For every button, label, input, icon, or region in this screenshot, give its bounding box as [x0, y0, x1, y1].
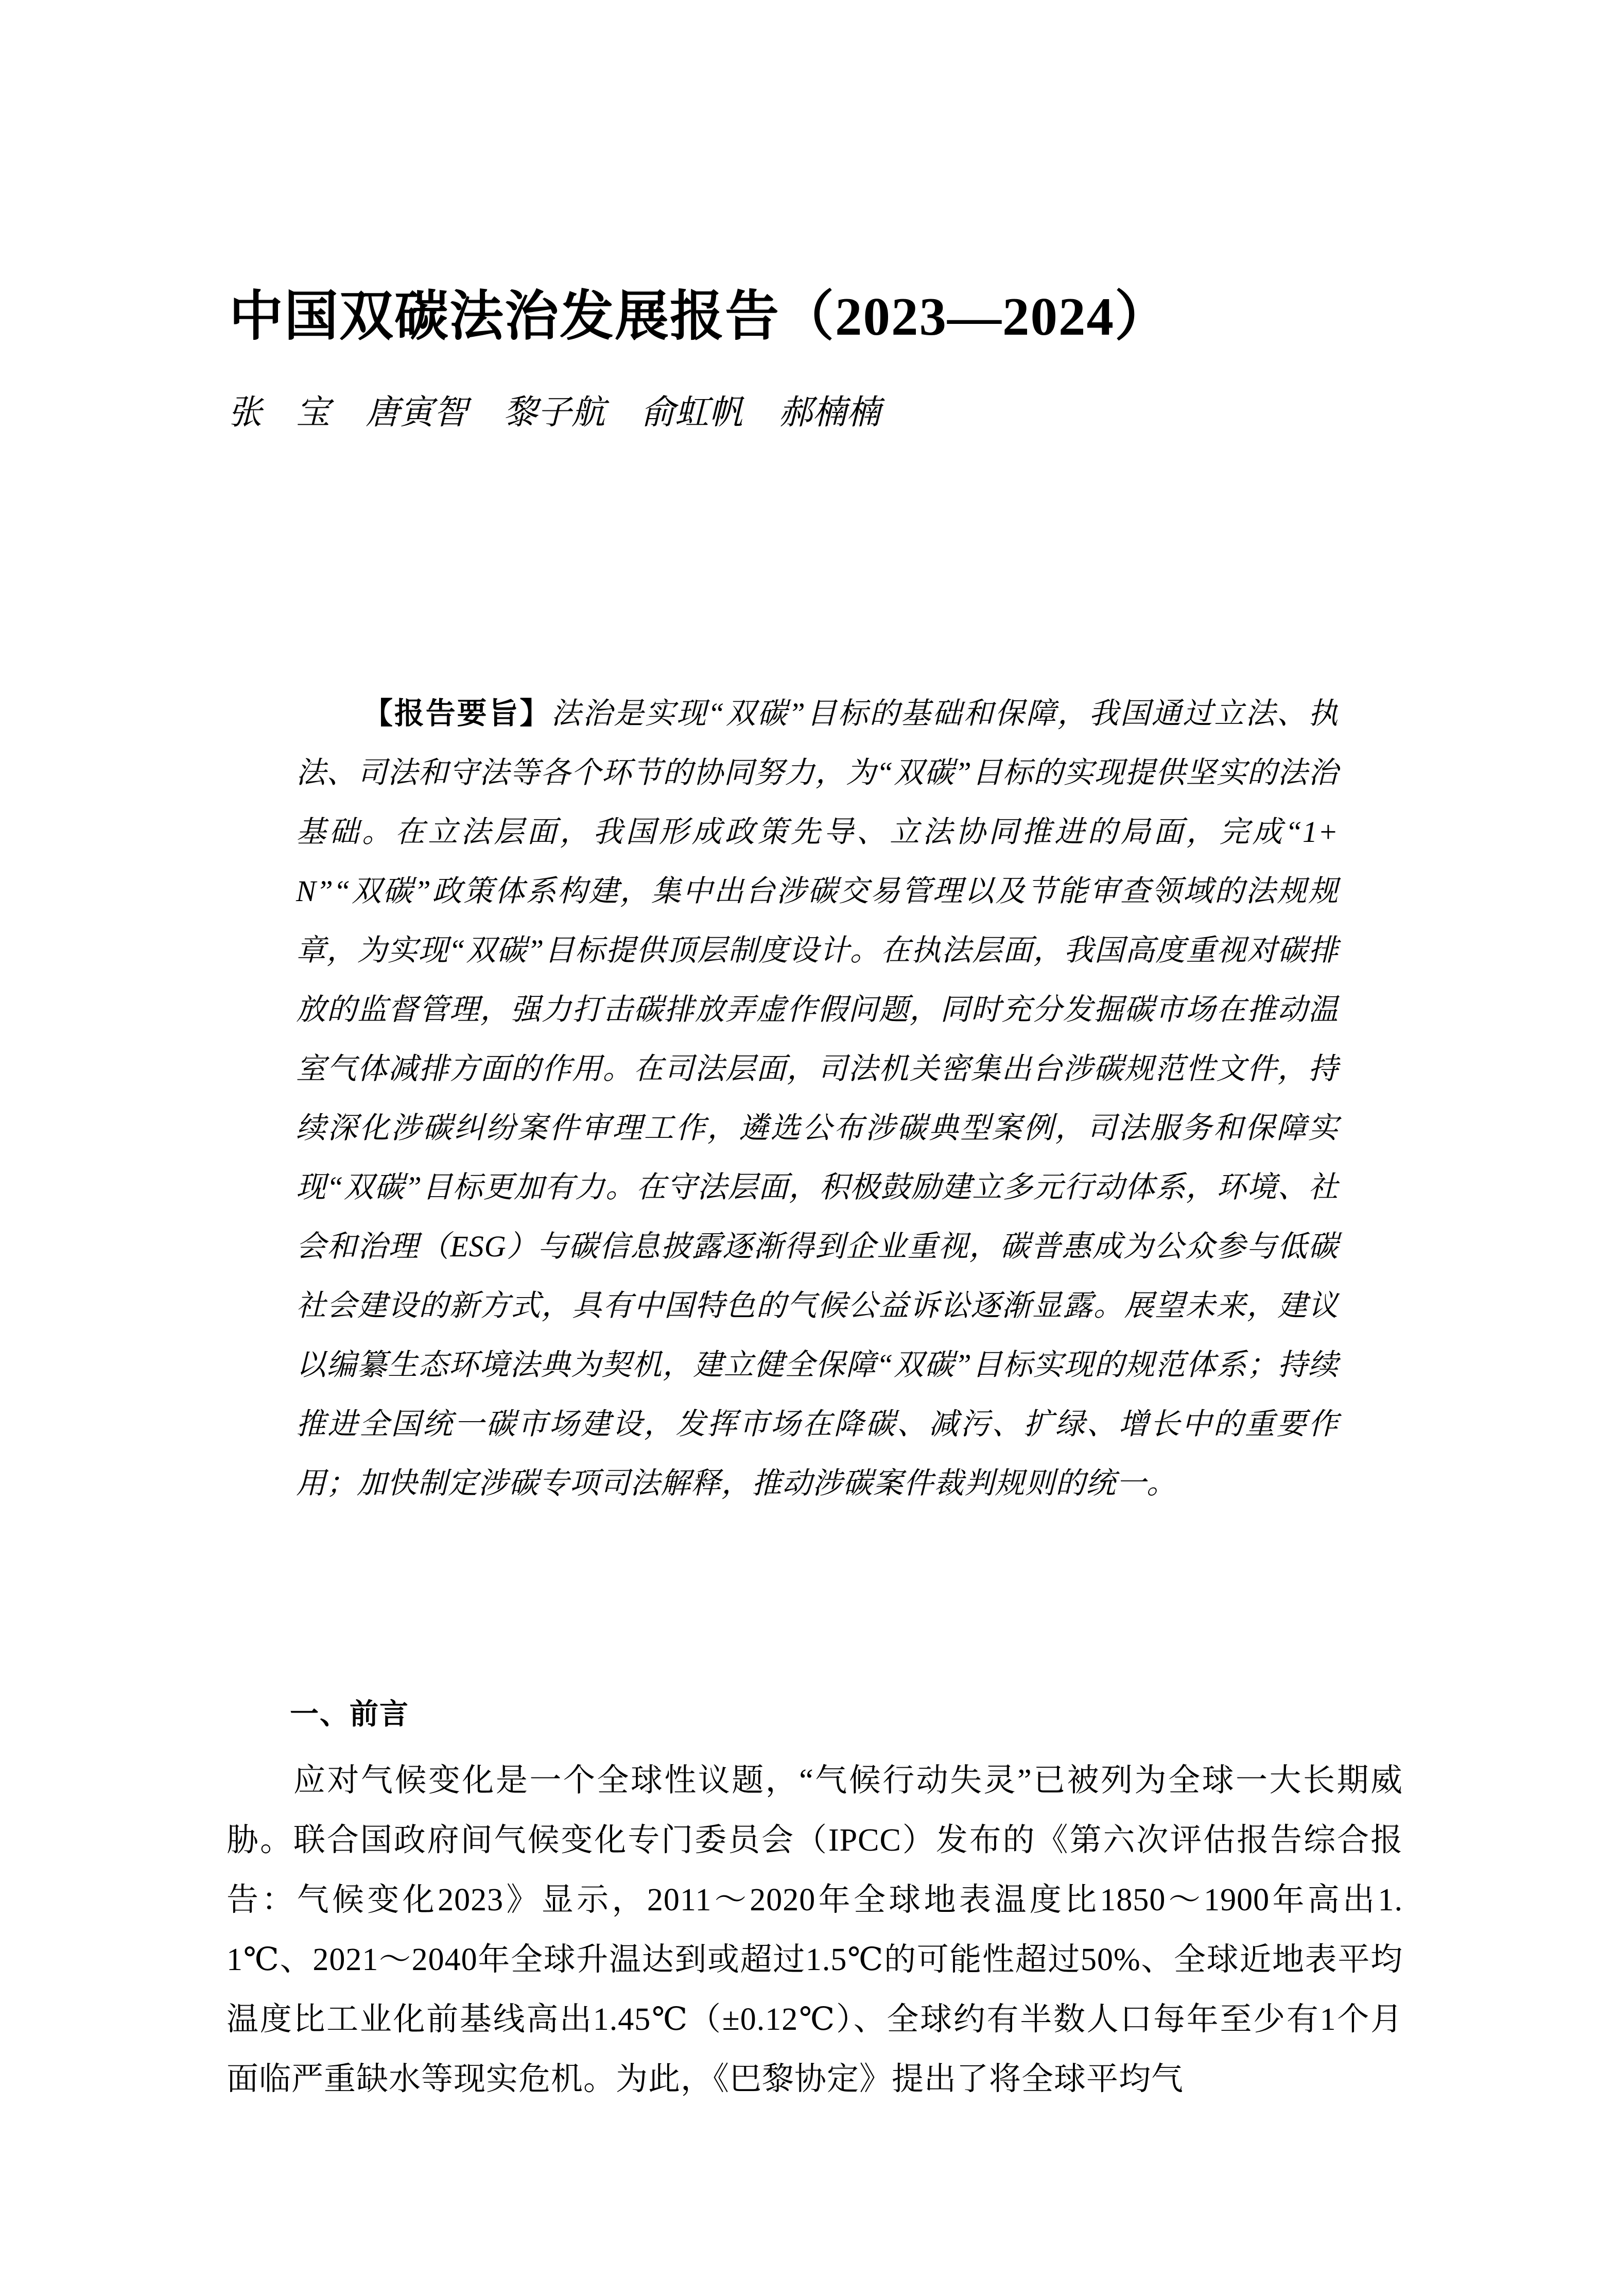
authors-line — [228, 392, 1402, 433]
abstract-block — [296, 684, 1339, 1513]
report-title: 中国双碳法治发展报告（2023—2024） — [229, 286, 1170, 347]
author-name: 黎子航 — [503, 394, 605, 431]
author-name: 张 宝 — [228, 394, 330, 431]
foreword-paragraph: 应对气候变化是一个全球性议题，“气候行动失灵”已被列为全球一大长期威胁。联合国政府间气候变化专门委员会（IPCC）发布的《第六次评估报告综合报告：气候变化2023》显示，2011～2020年全球地表温度比1850～1900年高出1.1℃、2021～2040年全球升温达到或超过1.5℃的可能性超过50%、全球近地表平均温度比工业化前基线高出1.45℃（±0.12℃）、全球约有半数人口每年至少有1个月面临严重缺水等现实危机。为此，《巴黎协定》提出了将全球平均气 — [227, 1763, 1403, 2097]
abstract-text: 法治是实现“双碳”目标的基础和保障，我国通过立法、执法、司法和守法等各个环节的协同努力，为“双碳”目标的实现提供坚实的法治基础。在立法层面，我国形成政策先导、立法协同推进的局面，完成“1+N”“双碳”政策体系构建，集中出台涉碳交易管理以及节能审查领域的法规规章，为实现“双碳”目标提供顶层制度设计。在执法层面，我国高度重视对碳排放的监督管理，强力打击碳排放弄虚作假问题，同时充分发掘碳市场在推动温室气体减排方面的作用。在司法层面，司法机关密集出台涉碳规范性文件，持续深化涉碳纠纷案件审理工作，遴选公布涉碳典型案例，司法服务和保障实现“双碳”目标更加有力。在守法层面，积极鼓励建立多元行动体系，环境、社会和治理（ESG）与碳信息披露逐渐得到企业重视，碳普惠成为公众参与低碳社会建设的新方式，具有中国特色的气候公益诉讼逐渐显露。展望未来，建议以编纂生态环境法典为契机，建立健全保障“双碳”目标实现的规范体系；持续推进全国统一碳市场建设，发挥市场在降碳、减污、扩绿、增长中的重要作用；加快制定涉碳专项司法解释，推动涉碳案件裁判规则的统一。 — [296, 697, 1339, 1500]
author-name: 俞虹帆 — [640, 394, 743, 431]
author-name: 郝楠楠 — [778, 394, 881, 431]
author-name: 唐寅智 — [366, 394, 468, 431]
section-heading-foreword: 一、前言 — [290, 1698, 409, 1730]
abstract-label: 【报告要旨】 — [363, 697, 551, 730]
